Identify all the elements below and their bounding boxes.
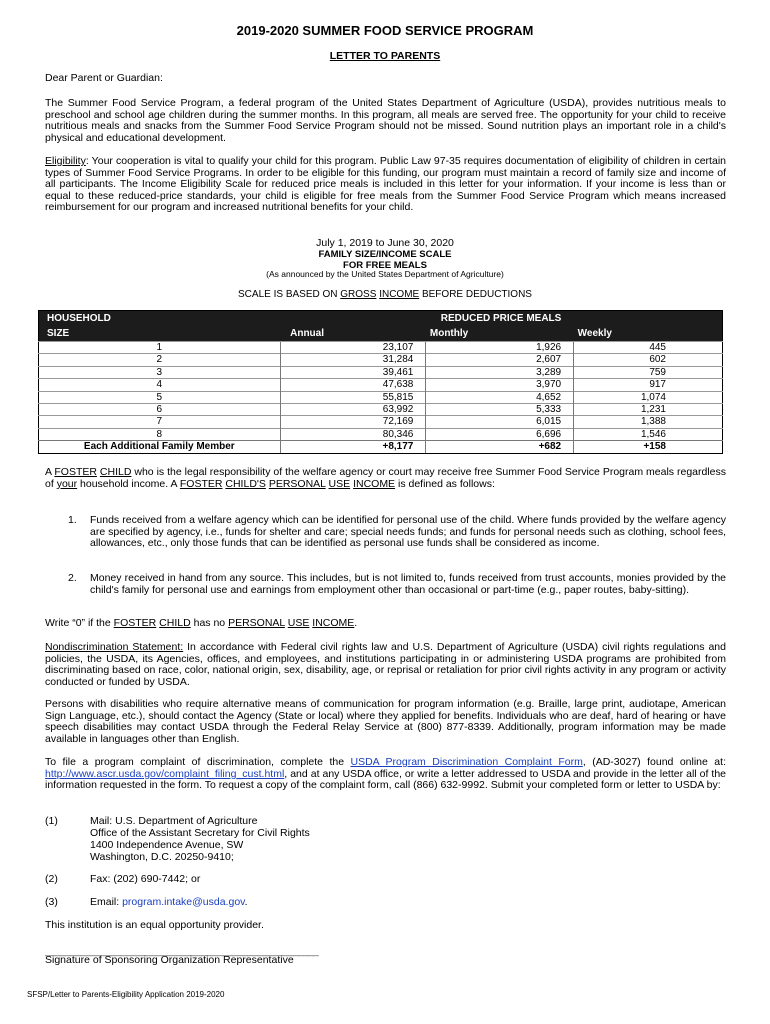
complaint-text: , and at any USDA office, or write a letter addressed to USDA and provide in the letter all of the information requested in the form. To request a copy of the complaint form, call (866) 632-9992. Submit your completed form or letter to USDA by: xyxy=(45,767,726,792)
cell-annual: 80,346 xyxy=(280,428,426,440)
header-reduced-price: REDUCED PRICE MEALS xyxy=(280,311,722,327)
foster-term: your xyxy=(56,477,78,490)
foster-term: USE xyxy=(328,477,351,490)
cell-size: 4 xyxy=(39,379,281,391)
table-row xyxy=(39,354,723,366)
scale-heading: FAMILY SIZE/INCOME SCALE xyxy=(318,249,452,260)
header-household: HOUSEHOLD xyxy=(39,311,281,327)
cell-monthly: 1,926 xyxy=(426,342,574,354)
header-monthly: Monthly xyxy=(426,326,574,342)
scale-basis-income: INCOME xyxy=(379,289,420,300)
greeting: Dear Parent or Guardian: xyxy=(45,72,163,84)
cell-annual: 31,284 xyxy=(280,354,426,366)
signature-label: Signature of Sponsoring Organization Representative xyxy=(45,954,294,966)
cell-monthly: 3,970 xyxy=(426,379,574,391)
email-link[interactable]: program.intake@usda.gov xyxy=(122,896,245,908)
complaint-text: To file a program complaint of discrimination, complete the xyxy=(45,756,351,768)
cell-monthly: 2,607 xyxy=(426,354,574,366)
eligibility-label: Eligibility xyxy=(45,155,86,167)
complaint-form-link[interactable]: USDA Program Discrimination Complaint Form xyxy=(350,756,583,768)
cell-weekly: 1,388 xyxy=(574,416,723,428)
page-footer: SFSP/Letter to Parents-Eligibility Application 2019-2020 xyxy=(27,990,225,999)
scale-basis-gross: GROSS xyxy=(340,289,377,300)
cell-size: 8 xyxy=(39,428,281,440)
cell-weekly: 1,546 xyxy=(574,428,723,440)
foster-term: INCOME xyxy=(353,477,396,490)
header-weekly: Weekly xyxy=(574,326,723,342)
cell-annual: 47,638 xyxy=(280,379,426,391)
eligibility-paragraph xyxy=(45,156,726,214)
cell-monthly: 4,652 xyxy=(426,391,574,403)
cell-size: 5 xyxy=(39,391,281,403)
mail-line: 1400 Independence Avenue, SW xyxy=(90,839,244,851)
mail-line: Mail: U.S. Department of Agriculture xyxy=(90,815,258,827)
scale-basis-pre: SCALE IS BASED ON xyxy=(238,289,341,300)
scale-note: (As announced by the United States Department of Agriculture) xyxy=(266,269,504,279)
write-zero-text: has no xyxy=(190,617,229,629)
complaint-paragraph xyxy=(45,757,726,792)
table-header-row-1 xyxy=(39,311,723,327)
page-title: 2019-2020 SUMMER FOOD SERVICE PROGRAM xyxy=(236,23,534,38)
income-scale-table xyxy=(38,310,723,454)
cell-annual: 72,169 xyxy=(280,416,426,428)
table-row-additional-member xyxy=(39,441,723,453)
table-row xyxy=(39,342,723,354)
header-annual: Annual xyxy=(280,326,426,342)
cell-size: 3 xyxy=(39,366,281,378)
cell-weekly: 445 xyxy=(574,342,723,354)
contact-number: (2) xyxy=(45,873,58,885)
cell-size: 6 xyxy=(39,404,281,416)
write-zero-text: . xyxy=(354,617,358,629)
disabilities-paragraph: Persons with disabilities who require alternative means of communication for program information (e.g. Braille, large print, audiotape, American Sign Language, etc.), should contact the Agency (State or local) where they applied for benefits. Individuals who are deaf, hard of hearing or have speech disabilities may contact USDA through the Federal Relay Service at (800) 877-8339. Additionally, program information may be made available in languages other than English. xyxy=(45,698,726,745)
write-zero-text: Write “0” if the xyxy=(45,617,114,629)
email-line xyxy=(90,896,248,908)
cell-weekly: 1,074 xyxy=(574,391,723,403)
list-item-text: Money received in hand from any source. This includes, but is not limited to, funds received from trust accounts, monies provided by the child's family for personal use and earnings from employment other than occasional or part-time (e.g., paper routes, baby-sitting). xyxy=(90,572,726,596)
cell-weekly: 759 xyxy=(574,366,723,378)
table-row xyxy=(39,404,723,416)
list-item-number: 2. xyxy=(68,572,77,584)
scale-basis-post: BEFORE DEDUCTIONS xyxy=(419,289,532,300)
cell-monthly: 6,015 xyxy=(426,416,574,428)
email-label: Email: xyxy=(90,896,123,908)
nondiscrimination-label: Nondiscrimination Statement: xyxy=(45,641,184,653)
contact-number: (1) xyxy=(45,815,58,827)
cell-annual: 55,815 xyxy=(280,391,426,403)
complaint-text: , (AD-3027) found online at: xyxy=(582,756,726,768)
cell-size: 2 xyxy=(39,354,281,366)
list-item-text: Funds received from a welfare agency which can be identified for personal use of the child. Where funds provided by the welfare agency are specified by agency, i.e., funds for shelter and care; special needs funds; and funds for personal needs such as clothing, school fees, allowances, etc., only those funds that can be identified as personal use funds shall be considered as income. xyxy=(90,514,726,550)
eligibility-text: : Your cooperation is vital to qualify your child for this program. Public Law 97-35 requires documentation of eligibility of children in certain types of Summer Food Service Programs. In order to be eligible for this funding, our program must maintain a record of family size and income of all participants. The Income Eligibility Scale for reduced price meals is included in this letter for your information. If your income is less than or equal to these reduced-price standards, your child is eligible for free meals from the Summer Food Service Program which means increased reimbursement for our program and increased nutritional benefits for your child. xyxy=(45,155,726,214)
equal-opportunity-statement: This institution is an equal opportunity provider. xyxy=(45,919,264,931)
table-row xyxy=(39,416,723,428)
foster-term: FOSTER xyxy=(179,477,223,490)
write-zero-term: FOSTER xyxy=(113,617,157,629)
cell-monthly: 6,696 xyxy=(426,428,574,440)
foster-text: is defined as follows: xyxy=(395,477,495,490)
foster-text: who is the legal responsibility of the welfare agency or court may receive free Summer Food Service Program meals regardless of xyxy=(45,466,727,490)
scale-basis xyxy=(0,289,770,300)
intro-paragraph: The Summer Food Service Program, a federal program of the United States Department of Agriculture (USDA), provides nutritious meals to preschool and school age children during the summer months. In this program, all meals are served free. The opportunity for your child to receive nutritious meals and snacks from the Summer Food Service Program should not be missed. Sound nutrition plays an important role in a child's physical and educational development. xyxy=(45,97,726,144)
complaint-url-link[interactable]: http://www.ascr.usda.gov/complaint_filing_cust.html xyxy=(45,767,285,780)
foster-term: CHILD'S xyxy=(225,477,266,490)
mail-line: Washington, D.C. 20250-9410; xyxy=(90,851,234,863)
signature-line[interactable]: ______________________________________________________ xyxy=(45,946,319,957)
cell-weekly: 602 xyxy=(574,354,723,366)
write-zero-term: CHILD xyxy=(159,617,191,629)
nondiscrimination-paragraph xyxy=(45,642,726,688)
foster-text: A xyxy=(45,466,55,478)
table-row xyxy=(39,379,723,391)
cell-annual: 23,107 xyxy=(280,342,426,354)
table-row xyxy=(39,391,723,403)
write-zero-instruction xyxy=(45,618,726,630)
foster-child-paragraph xyxy=(45,467,726,490)
cell-size: 1 xyxy=(39,342,281,354)
scale-subheading: FOR FREE MEALS xyxy=(343,260,427,271)
foster-term: PERSONAL xyxy=(268,477,326,490)
fax-number: Fax: (202) 690-7442; or xyxy=(90,873,201,885)
nondiscrimination-text: In accordance with Federal civil rights law and U.S. Department of Agriculture (USDA) civil rights regulations and policies, the USDA, its Agencies, offices, and employees, and institutions participating in or administering USDA programs are prohibited from discriminating based on race, color, national origin, sex, disability, age, or reprisal or retaliation for prior civil rights activity in any program or activity conducted or funded by USDA. xyxy=(45,641,726,688)
foster-term: FOSTER xyxy=(54,466,97,478)
mail-address xyxy=(90,815,310,863)
header-size: SIZE xyxy=(39,326,281,342)
write-zero-term: USE xyxy=(287,617,310,629)
scale-date-range: July 1, 2019 to June 30, 2020 xyxy=(316,237,454,249)
write-zero-term: PERSONAL xyxy=(228,617,285,629)
cell-annual: 63,992 xyxy=(280,404,426,416)
list-item-number: 1. xyxy=(68,514,77,526)
email-end: . xyxy=(244,896,248,908)
page-subtitle: LETTER TO PARENTS xyxy=(329,50,441,62)
contact-number: (3) xyxy=(45,896,58,908)
cell-size: 7 xyxy=(39,416,281,428)
mail-line: Office of the Assistant Secretary for Civil Rights xyxy=(90,827,310,839)
foster-text: household income. A xyxy=(77,477,180,490)
table-header-row-2 xyxy=(39,326,723,342)
cell-weekly: 1,231 xyxy=(574,404,723,416)
table-row xyxy=(39,366,723,378)
cell-size: Each Additional Family Member xyxy=(39,441,281,453)
cell-monthly: 5,333 xyxy=(426,404,574,416)
cell-monthly: +682 xyxy=(426,441,574,453)
write-zero-term: INCOME xyxy=(312,617,355,629)
cell-annual: 39,461 xyxy=(280,366,426,378)
cell-weekly: 917 xyxy=(574,379,723,391)
table-row xyxy=(39,428,723,440)
cell-weekly: +158 xyxy=(574,441,723,453)
cell-annual: +8,177 xyxy=(280,441,426,453)
cell-monthly: 3,289 xyxy=(426,366,574,378)
foster-term: CHILD xyxy=(99,466,132,478)
